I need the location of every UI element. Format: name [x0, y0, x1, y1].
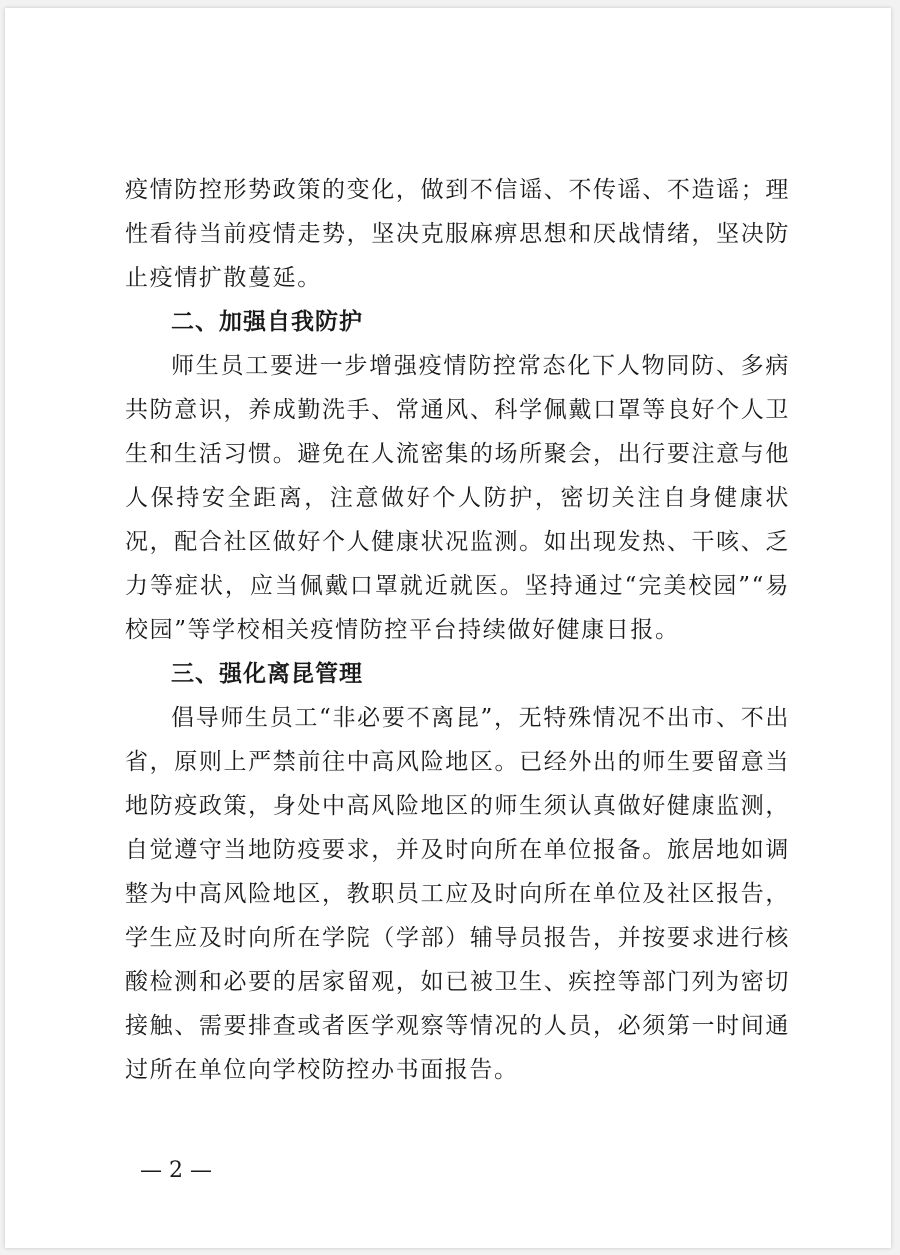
page-number: — 2 —	[140, 1158, 212, 1183]
section-body-travel-management: 倡导师生员工“非必要不离昆”，无特殊情况不出市、不出省，原则上严禁前往中高风险地区。已经外出的师生要留意当地防疫政策，身处中高风险地区的师生须认真做好健康监测，自觉遵守当地防疫要求，并及时向所在单位报备。旅居地如调整为中高风险地区，教职员工应及时向所在单位及社区报告，学生应及时向所在学院（学部）辅导员报告，并按要求进行核酸检测和必要的居家留观，如已被卫生、疾控等部门列为密切接触、需要排查或者医学观察等情况的人员，必须第一时间通过所在单位向学校防控办书面报告。	[125, 705, 790, 1083]
document-page	[5, 8, 891, 1248]
section-heading-self-protection: 二、加强自我防护	[171, 309, 363, 335]
section-body-self-protection: 师生员工要进一步增强疫情防控常态化下人物同防、多病共防意识，养成勤洗手、常通风、科学佩戴口罩等良好个人卫生和生活习惯。避免在人流密集的场所聚会，出行要注意与他人保持安全距离，注意做好个人防护，密切关注自身健康状况，配合社区做好个人健康状况监测。如出现发热、干咳、乏力等症状，应当佩戴口罩就近就医。坚持通过“完美校园”“易校园”等学校相关疫情防控平台持续做好健康日报。	[125, 353, 790, 643]
document-body	[125, 168, 790, 1092]
opening-paragraph: 疫情防控形势政策的变化，做到不信谣、不传谣、不造谣；理性看待当前疫情走势，坚决克服麻痹思想和厌战情绪，坚决防止疫情扩散蔓延。	[125, 177, 790, 291]
section-heading-travel-management: 三、强化离昆管理	[171, 661, 363, 687]
